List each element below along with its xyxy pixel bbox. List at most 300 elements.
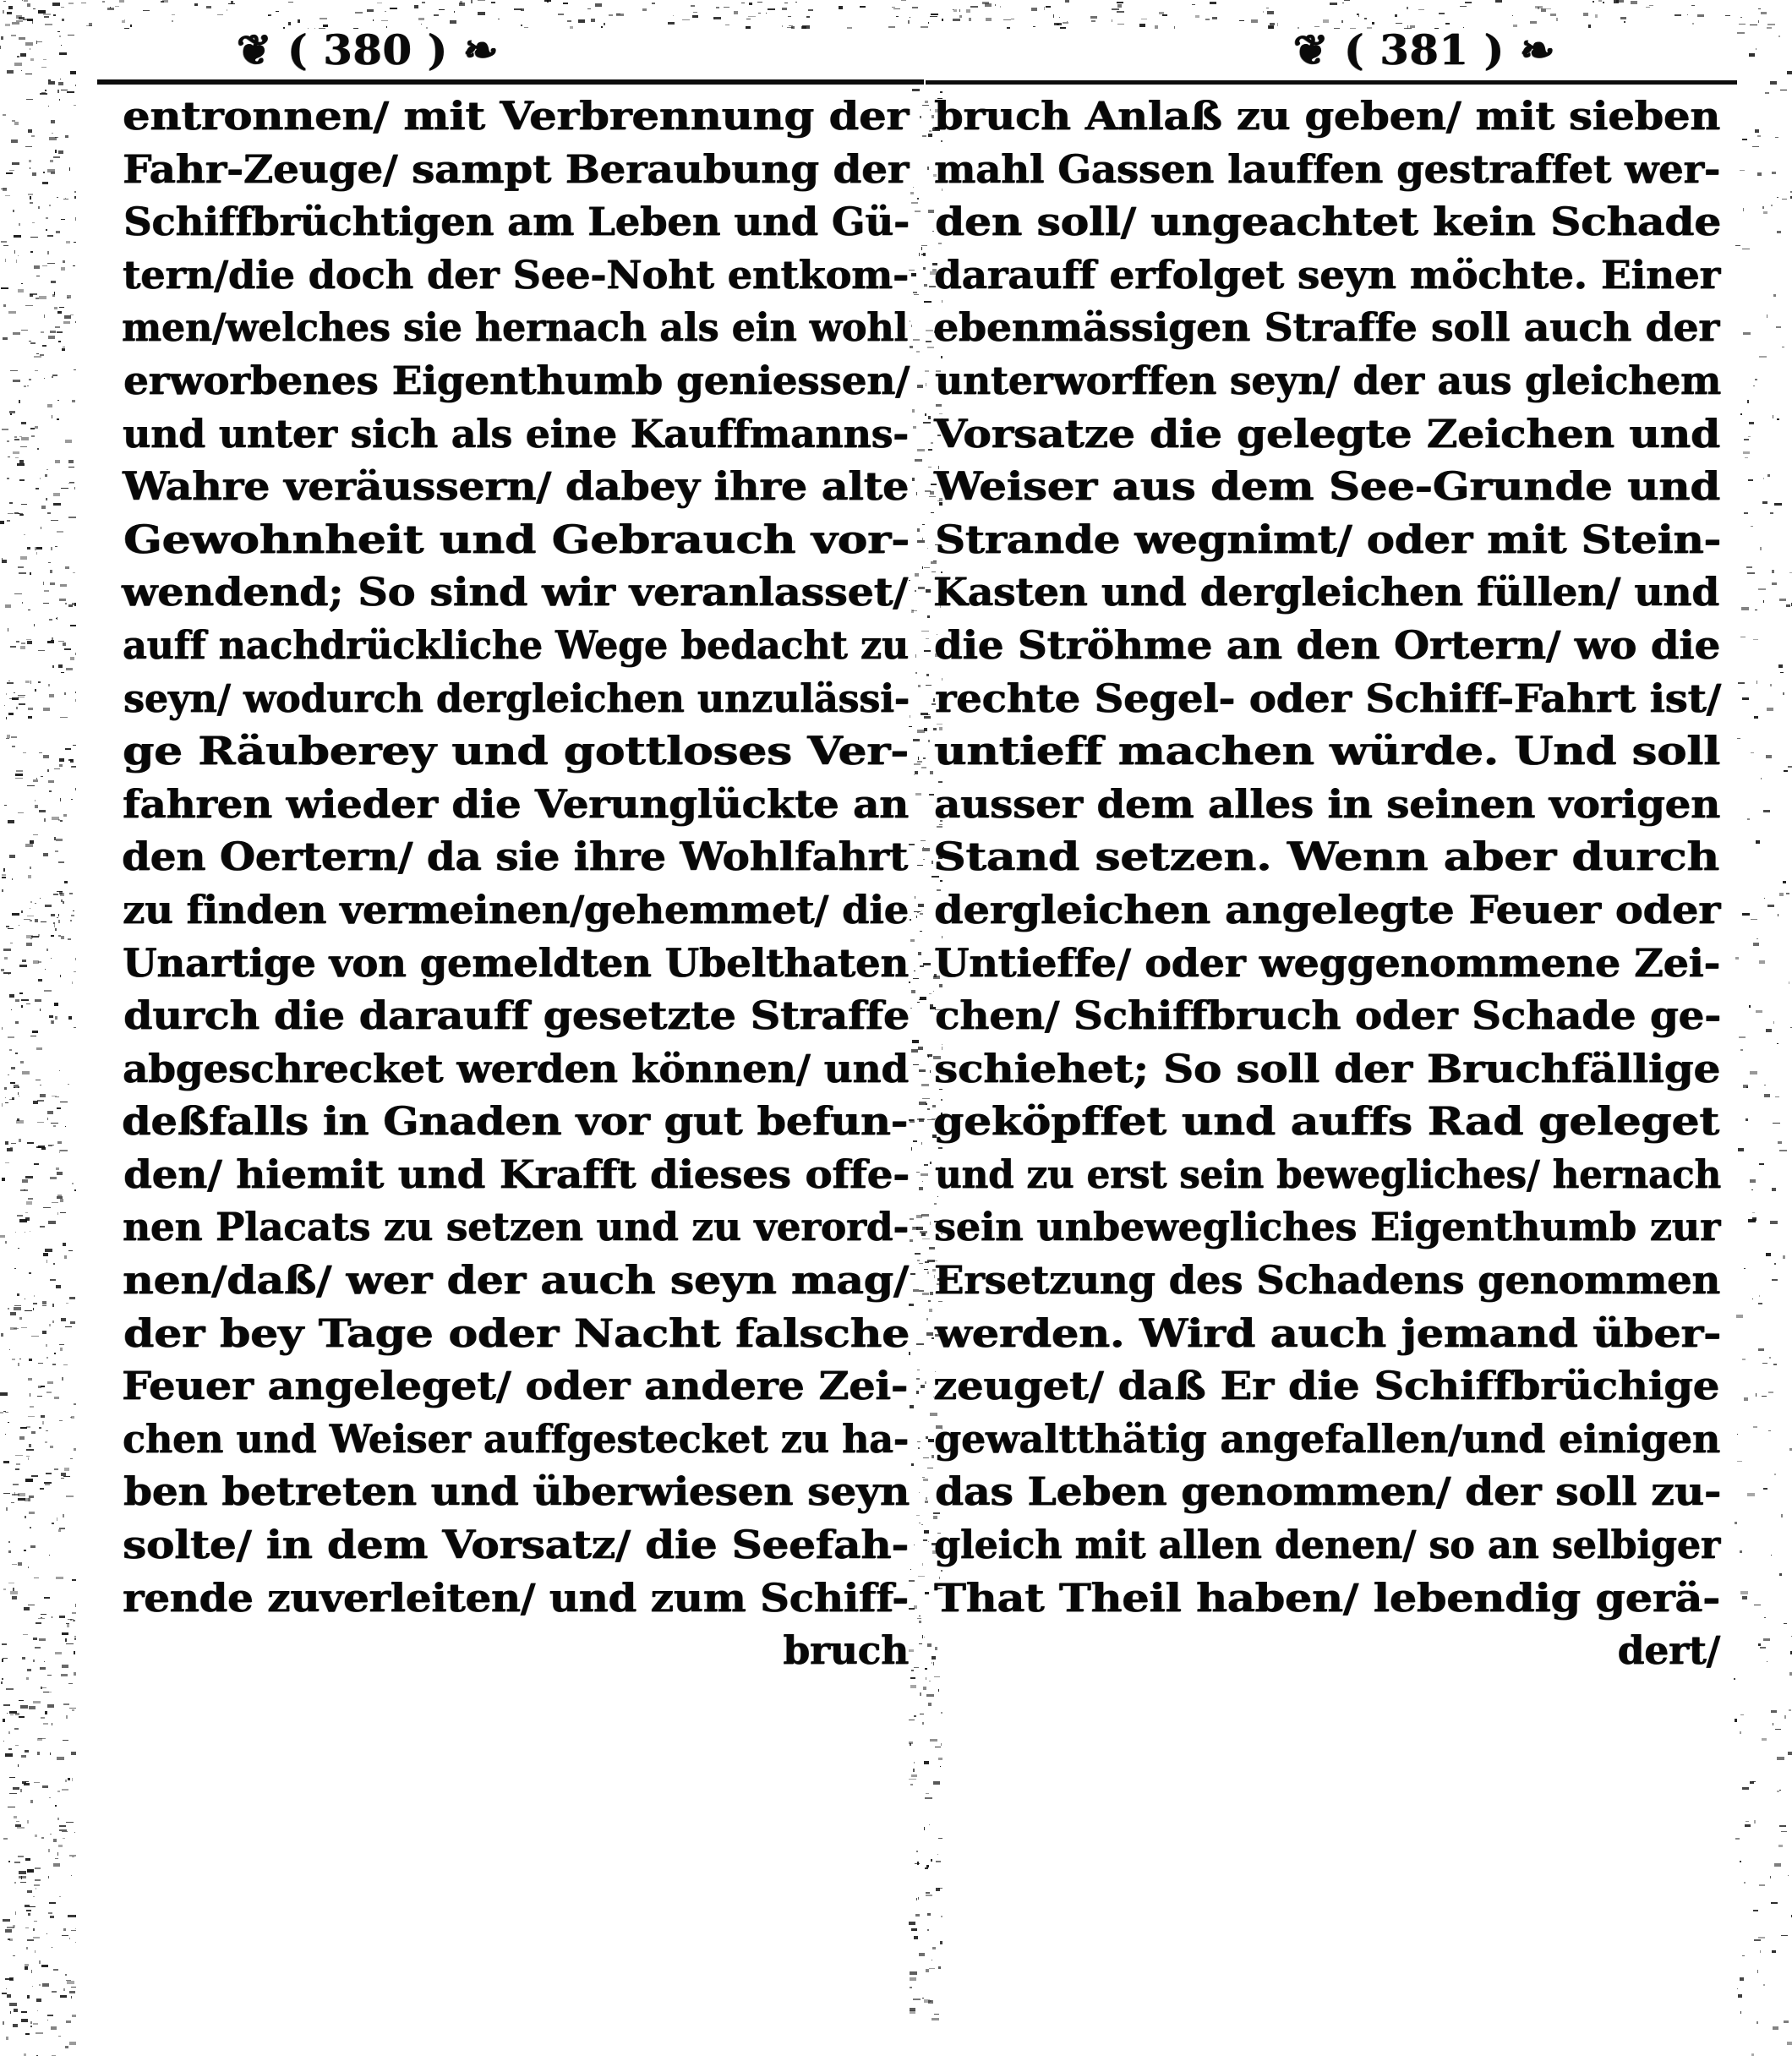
scan-speck: [930, 1162, 932, 1164]
scan-speck: [34, 1921, 37, 1922]
scan-speck: [918, 952, 921, 955]
text-line: [934, 1518, 1720, 1572]
scan-speck: [64, 315, 71, 319]
scan-speck: [47, 1111, 53, 1114]
scan-speck: [923, 963, 931, 965]
scan-speck: [11, 1067, 15, 1069]
scan-speck: [9, 502, 13, 504]
scan-speck: [19, 703, 25, 705]
scan-speck: [44, 590, 49, 592]
left-page-folio: ❦ ( 380 ) ❧: [237, 25, 500, 74]
scan-speck: [3, 972, 11, 974]
scan-speck: [921, 631, 929, 632]
scan-speck: [13, 1484, 19, 1485]
scan-speck: [54, 924, 55, 927]
scan-speck: [59, 99, 60, 101]
scan-speck: [911, 325, 912, 327]
scan-speck: [927, 548, 928, 549]
scan-speck: [49, 790, 52, 792]
scan-speck: [1755, 129, 1759, 133]
scan-speck: [938, 1758, 942, 1760]
scan-speck: [2, 1643, 7, 1645]
scan-speck: [11, 1502, 14, 1503]
scan-speck: [1753, 639, 1758, 640]
scan-speck: [45, 905, 52, 907]
scan-speck: [59, 1070, 60, 1071]
right-page-text: [934, 88, 1720, 1677]
scan-speck: [46, 1344, 47, 1347]
scan-speck: [1763, 600, 1764, 603]
text-line-content: dergleichen angelegte Feuer oder: [934, 886, 1721, 932]
text-line: [934, 143, 1720, 196]
scan-speck: [37, 2010, 38, 2011]
scan-speck: [17, 56, 19, 57]
scan-speck: [917, 1260, 920, 1261]
scan-speck: [57, 400, 59, 401]
scan-speck: [1786, 893, 1789, 894]
scan-speck: [938, 1888, 942, 1889]
scan-speck: [930, 1292, 933, 1295]
scan-speck: [31, 1475, 38, 1477]
scan-speck: [6, 717, 7, 719]
scan-speck: [917, 540, 925, 543]
scan-speck: [1744, 1268, 1746, 1269]
scan-speck: [29, 1512, 35, 1514]
scan-speck: [1762, 501, 1767, 504]
scan-speck: [910, 1971, 917, 1975]
scan-speck: [922, 1998, 924, 1999]
scan-speck: [921, 247, 922, 250]
scan-speck: [54, 1003, 58, 1006]
text-line-content: durch die darauff gesetzte Straffe: [123, 992, 910, 1039]
scan-speck: [7, 1713, 8, 1714]
scan-speck: [71, 1875, 72, 1876]
scan-speck: [1777, 1043, 1778, 1044]
text-line: [122, 566, 909, 619]
scan-speck: [918, 587, 925, 589]
scan-speck: [54, 837, 56, 840]
scan-speck: [27, 1820, 29, 1824]
text-line: [123, 725, 909, 778]
scan-speck: [28, 1198, 33, 1200]
scan-speck: [36, 1999, 41, 2002]
scan-speck: [917, 1118, 925, 1120]
scan-speck: [62, 1665, 68, 1668]
text-line-content: Ersetzung des Schadens genommen: [934, 1257, 1720, 1304]
scan-speck: [9, 1777, 15, 1778]
text-line-content: auff nachdrückliche Wege bedacht zu: [123, 621, 909, 668]
scan-speck: [8, 973, 9, 975]
scan-speck: [51, 547, 52, 550]
scan-speck: [12, 878, 13, 880]
scan-speck: [41, 1965, 48, 1967]
scan-speck: [1749, 1005, 1751, 1008]
scan-speck: [1752, 146, 1759, 147]
scan-speck: [27, 3, 30, 7]
scan-speck: [43, 1207, 51, 1208]
scan-speck: [15, 999, 19, 1002]
scan-speck: [4, 805, 7, 806]
text-line: [933, 566, 1720, 619]
text-line: [935, 989, 1720, 1042]
scan-speck: [66, 1623, 69, 1624]
scan-speck: [1763, 1984, 1765, 1986]
scan-speck: [43, 59, 46, 60]
scan-speck: [10, 413, 12, 415]
scan-speck: [34, 265, 40, 269]
scan-speck: [74, 196, 76, 199]
scan-speck: [71, 1987, 76, 1988]
scan-speck: [21, 2011, 27, 2013]
scan-speck: [21, 2019, 28, 2022]
scan-speck: [928, 449, 932, 451]
scan-speck: [55, 1016, 57, 1020]
scan-speck: [67, 91, 74, 93]
scan-speck: [1746, 566, 1752, 568]
text-line: [935, 513, 1720, 566]
scan-speck: [0, 1412, 3, 1414]
scan-speck: [17, 1827, 25, 1829]
scan-speck: [920, 931, 922, 932]
text-line-content: Weiser aus dem See-Grunde und: [934, 463, 1721, 510]
scan-speck: [61, 45, 62, 46]
scan-speck: [20, 556, 27, 560]
scan-speck: [927, 1643, 932, 1647]
scan-speck: [914, 1936, 918, 1939]
scan-speck: [39, 752, 42, 753]
scan-speck: [43, 853, 48, 856]
scan-speck: [46, 217, 48, 219]
scan-speck: [19, 992, 23, 994]
scan-speck: [922, 135, 926, 137]
scan-speck: [65, 1974, 67, 1976]
scan-speck: [910, 1569, 911, 1570]
scan-speck: [52, 1145, 54, 1146]
scan-speck: [5, 1102, 8, 1103]
scan-speck: [53, 156, 60, 158]
scan-speck: [70, 71, 76, 74]
scan-speck: [922, 566, 923, 569]
scan-speck: [1, 1333, 3, 1337]
scan-speck: [59, 758, 64, 762]
scan-speck: [909, 1922, 915, 1925]
scan-speck: [1735, 957, 1739, 960]
scan-speck: [63, 1703, 69, 1705]
scan-speck: [40, 1009, 41, 1011]
scan-speck: [1770, 512, 1773, 514]
text-line-content: das Leben genommen/ der soll zu-: [935, 1468, 1721, 1515]
scan-speck: [1787, 2042, 1792, 2045]
scan-speck: [1737, 1461, 1742, 1462]
scan-speck: [16, 707, 18, 709]
scan-speck: [0, 1392, 8, 1396]
scan-speck: [1763, 211, 1767, 214]
scan-speck: [3, 114, 6, 116]
scan-speck: [58, 641, 64, 642]
scan-speck: [1758, 1643, 1761, 1646]
scan-speck: [46, 1933, 47, 1934]
scan-speck: [73, 572, 75, 573]
scan-speck: [35, 1867, 41, 1869]
scan-speck: [49, 694, 54, 697]
text-line: [935, 1307, 1720, 1360]
scan-speck: [1773, 2026, 1778, 2030]
scan-speck: [57, 891, 63, 892]
scan-speck: [32, 172, 36, 176]
scan-speck: [16, 770, 23, 772]
scan-speck: [29, 1706, 36, 1709]
scan-speck: [51, 935, 54, 937]
scan-speck: [63, 1838, 65, 1839]
scan-speck: [926, 714, 930, 715]
scan-speck: [65, 440, 72, 443]
scan-speck: [68, 517, 76, 518]
scan-speck: [919, 1492, 920, 1493]
scan-speck: [916, 1215, 922, 1218]
scan-speck: [50, 1279, 56, 1281]
scan-speck: [5, 259, 6, 262]
scan-speck: [909, 726, 912, 727]
scan-speck: [918, 685, 921, 687]
scan-speck: [27, 785, 35, 786]
scan-speck: [1743, 208, 1744, 211]
text-line: [934, 1572, 1720, 1625]
scan-speck: [29, 1272, 31, 1274]
scan-speck: [41, 67, 46, 68]
scan-speck: [1737, 32, 1745, 34]
scan-speck: [914, 774, 915, 775]
scan-speck: [7, 735, 10, 738]
scan-speck: [922, 848, 930, 851]
scan-speck: [57, 531, 63, 533]
scan-speck: [1766, 1253, 1771, 1256]
scan-speck: [31, 435, 35, 437]
scan-speck: [39, 1638, 46, 1641]
scan-speck: [43, 582, 44, 585]
scan-speck: [912, 1040, 919, 1043]
scan-speck: [68, 1016, 72, 1020]
scan-speck: [14, 692, 15, 693]
scan-speck: [1766, 755, 1772, 758]
scan-speck: [49, 619, 52, 621]
scan-speck: [1768, 1430, 1771, 1431]
scan-speck: [65, 1638, 67, 1642]
scan-speck: [924, 284, 927, 287]
scan-speck: [915, 793, 921, 796]
scan-speck: [74, 1189, 76, 1191]
scan-speck: [1786, 604, 1790, 607]
scan-speck: [926, 1895, 932, 1896]
scan-speck: [52, 1991, 57, 1993]
scan-speck: [61, 488, 68, 489]
scan-speck: [40, 478, 41, 479]
scan-speck: [22, 1071, 30, 1074]
scan-speck: [3, 1838, 8, 1840]
scan-speck: [1740, 1861, 1741, 1862]
text-line-content: ausser dem alles in seinen vorigen: [934, 780, 1720, 827]
scan-speck: [1743, 332, 1751, 335]
scan-speck: [938, 1966, 941, 1969]
text-line: [934, 883, 1720, 937]
scan-speck: [12, 746, 15, 747]
catchword: [123, 1624, 909, 1677]
scan-speck: [49, 1555, 50, 1556]
scan-speck: [3, 304, 6, 307]
text-line: [123, 460, 909, 513]
scan-speck: [1759, 1884, 1765, 1886]
scan-speck: [926, 1694, 934, 1697]
scan-speck: [10, 2011, 11, 2014]
scan-speck: [4, 705, 5, 706]
scan-speck: [19, 1219, 27, 1222]
text-line: [934, 407, 1720, 461]
scan-speck: [914, 294, 919, 295]
scan-speck: [71, 1930, 76, 1931]
scan-speck: [926, 674, 929, 676]
scan-speck: [923, 1457, 929, 1458]
scan-speck: [9, 1711, 17, 1714]
scan-speck: [52, 1364, 56, 1365]
text-line: [123, 1518, 909, 1572]
scan-speck: [1771, 1902, 1778, 1904]
scan-speck: [917, 865, 923, 866]
scan-speck: [63, 1988, 65, 1991]
scan-speck: [924, 301, 932, 303]
scan-speck: [44, 1661, 45, 1662]
scan-speck: [75, 788, 76, 790]
scan-speck: [63, 260, 65, 263]
scan-speck: [53, 503, 61, 506]
scan-speck: [1780, 672, 1784, 673]
text-line-content: mahl Gassen lauffen gestraffet wer-: [934, 145, 1720, 192]
scan-speck: [1756, 938, 1758, 939]
scan-speck: [50, 570, 52, 573]
scan-speck: [19, 1317, 22, 1320]
scan-speck: [911, 1147, 912, 1151]
scan-speck: [1746, 1118, 1748, 1121]
scan-speck: [38, 650, 45, 651]
scan-speck: [63, 1243, 66, 1246]
scan-speck: [30, 920, 32, 921]
scan-speck: [10, 1591, 18, 1594]
scan-speck: [68, 483, 74, 484]
scan-speck: [49, 1015, 53, 1018]
scan-speck: [1774, 503, 1782, 506]
text-line-content: den/ hiemit und Krafft dieses offe-: [123, 1151, 910, 1197]
scan-speck: [30, 681, 31, 684]
scan-speck: [925, 1261, 929, 1263]
right-page-header: [934, 0, 1720, 88]
scan-speck: [8, 1550, 11, 1553]
scan-speck: [915, 654, 916, 658]
scan-speck: [3, 949, 11, 951]
scan-speck: [921, 1524, 923, 1525]
scan-speck: [12, 22, 19, 25]
scan-speck: [1783, 881, 1786, 883]
scan-speck: [1756, 681, 1757, 684]
scan-speck: [1779, 1150, 1787, 1151]
scan-speck: [928, 1703, 932, 1706]
scan-speck: [920, 1231, 927, 1233]
scan-speck: [922, 524, 925, 525]
scan-speck: [50, 1446, 53, 1448]
scan-speck: [56, 1577, 63, 1579]
text-line-content: rechte Segel- oder Schiff-Fahrt ist/: [935, 675, 1721, 721]
scan-speck: [1743, 1085, 1748, 1088]
scan-speck: [911, 1463, 914, 1466]
scan-speck: [66, 1822, 74, 1823]
scan-speck: [74, 971, 76, 972]
scan-speck: [6, 1988, 7, 1989]
scan-speck: [57, 197, 58, 198]
scan-speck: [14, 1492, 15, 1496]
scan-speck: [1745, 457, 1748, 458]
scan-speck: [921, 1214, 929, 1217]
scan-speck: [915, 211, 921, 212]
scan-speck: [26, 1449, 34, 1451]
scan-speck: [1735, 245, 1740, 246]
scan-speck: [35, 999, 41, 1002]
text-line-content: sein unbewegliches Eigenthumb zur: [934, 1204, 1721, 1250]
scan-speck: [47, 1704, 54, 1708]
scan-speck: [913, 978, 919, 979]
scan-speck: [74, 191, 76, 193]
scan-speck: [68, 1084, 69, 1085]
text-line-content: schiehet; So soll der Bruchfällige: [934, 1045, 1721, 1091]
scan-speck: [919, 1290, 924, 1292]
scan-speck: [917, 198, 919, 200]
scan-speck: [58, 2036, 61, 2037]
scan-speck: [40, 1667, 46, 1670]
scan-speck: [1784, 1623, 1787, 1624]
scan-speck: [62, 1632, 68, 1635]
scan-speck: [74, 1651, 75, 1654]
scan-speck: [6, 2037, 8, 2040]
scan-speck: [928, 416, 931, 419]
scan-speck: [25, 1212, 28, 1213]
scan-speck: [13, 380, 20, 382]
scan-speck: [941, 1712, 942, 1714]
scan-speck: [929, 1968, 935, 1969]
scan-speck: [74, 1638, 76, 1640]
scan-speck: [1742, 913, 1750, 916]
scan-speck: [913, 1999, 921, 2000]
scan-speck: [5, 604, 11, 608]
text-line-content: die Ströhme an den Ortern/ wo die: [934, 621, 1720, 668]
scan-speck: [33, 779, 38, 782]
scan-speck: [29, 341, 31, 342]
scan-speck: [72, 982, 73, 984]
scan-speck: [52, 376, 53, 378]
scan-speck: [14, 63, 22, 66]
scan-speck: [60, 1212, 66, 1213]
text-line: [934, 1200, 1720, 1254]
scan-speck: [50, 160, 53, 162]
scan-speck: [22, 0, 23, 1]
scan-speck: [70, 657, 74, 660]
scan-speck: [5, 1097, 6, 1098]
scan-speck: [914, 1762, 915, 1763]
scan-speck: [9, 1049, 12, 1051]
scan-speck: [8, 928, 14, 929]
scan-speck: [919, 1643, 922, 1644]
scan-speck: [912, 1227, 918, 1230]
scan-speck: [917, 1618, 921, 1619]
scan-speck: [1772, 1188, 1776, 1191]
scan-speck: [1781, 1935, 1788, 1936]
text-line-content: Strande wegnimt/ oder mit Stein-: [935, 516, 1721, 562]
scan-speck: [14, 250, 15, 254]
